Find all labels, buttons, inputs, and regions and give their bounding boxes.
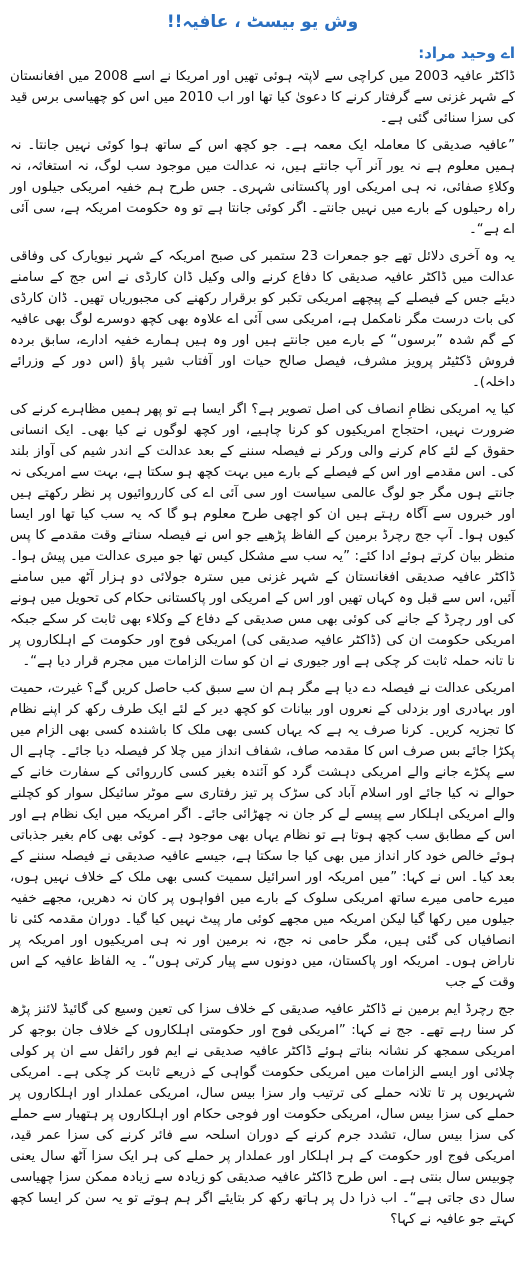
article-paragraph: ڈاکٹر عافیہ 2003 میں کراچی سے لاپتہ ہوئی تھیں اور امریکا نے اسے 2008 میں افغانستان کے شہر غزنی سے گرفتار کرنے کا دعویٰ کیا تھا اور اب 2010 میں اس کو چھیاسی برس قید کی سزا سنائی گئی ہے۔ bbox=[10, 69, 515, 126]
article-paragraph: امریکی عدالت نے فیصلہ دے دیا ہے مگر ہم ان سے سبق کب حاصل کریں گے؟ غیرت، حمیت اور بہادری اور بزدلی کے نعروں اور بیانات کو کچھ دیر کے لئے ایک طرف رکھ کر اپنے نظام کا تجزیہ کریں۔ کرنا صرف یہ ہے کہ یہاں کسی بھی ملک کا باشندہ کسی بھی الزام میں پکڑا جائے بس صرف اس کا مقدمہ صاف، شفاف انداز میں چلا کر فیصلہ دیا جائے۔ چاہے ال سے پکڑے جانے والے امریکی دہشت گرد کو آئندہ بغیر کسی کارروائی کے سفارت خانے کے حوالے نہ کیا جائے اور اسلام آباد کی سڑک پر تیز رفتاری سے موٹر سائیکل سوار کو کچلنے والے امریکی اہلکار سے پیسے لے کر جان نہ چھڑائی جائے۔ اگر امریکہ میں ایک نظام ہے اور اس کے مطابق سب کچھ ہوتا ہے تو نظام یہاں بھی موجود ہے۔ کوئی بھی کام بغیر جذباتی ہوئے خالص خود کار انداز میں بھی کیا جا سکتا ہے، جیسے عافیہ صدیقی نے فیصلہ سننے کے بعد کیا۔ اس نے کہا: ”میں امریکہ اور اسرائیل سمیت کسی بھی ملک کے خلاف نہیں ہوں، میرے حامی میرے ساتھ امریکی سلوک کے بارے میں افواہوں پر کان نہ دھریں، مجھے خفیہ جیلوں میں رکھا گیا لیکن امریکہ میں مجھے کوئی مار پیٹ نہیں کیا گیا۔ دوران مقدمہ کئی نا انصافیاں کی گئی ہیں، مگر حامی نہ جج، نہ برمین اور نہ ہی امریکیوں اور امریکہ پر ناراض ہوں۔ امریکہ اور پاکستان، میں دونوں سے پیار کرتی ہوں“۔ یہ الفاظ عافیہ کے اس وقت کے جب bbox=[10, 681, 515, 990]
article-paragraph: کیا یہ امریکی نظامِ انصاف کی اصل تصویر ہے؟ اگر ایسا ہے تو پھر ہمیں مظاہرے کرنے کی ضرورت نہیں، احتجاج امریکیوں کو کرنا چاہیے، اور کچھ لوگوں نے کیا بھی۔ ایک انسانی حقوق کے لئے کام کرنے والی ورکر نے فیصلہ سننے کے بعد عدالت کے اندر شیم کی آواز بلند کی۔ اس مقدمے اور اس کے فیصلے کے بارے میں بہت کچھ ہو سکتا ہے، بہت سے امریکی نہ جانتے ہوں مگر جو لوگ عالمی سیاست اور سی آئی اے کی کارروائیوں پر نظر رکھتے ہیں اور خبروں سے آگاہ رہتے ہیں ان کو اچھی طرح معلوم ہو گا کہ یہ سب کیا تھا اور ایسا کیوں ہوا۔ آپ جج رچرڈ برمین کے الفاظ پڑھیے جو اس نے فیصلہ سناتے وقت مقدمے کا پس منظر بیان کرتے ہوئے ادا کئے: ”یہ سب سے مشکل کیس تھا جو میری عدالت میں پیش ہوا۔ ڈاکٹر عافیہ صدیقی افغانستان کے شہر غزنی میں سترہ جولائی دو ہزار آٹھ میں سامنے آئیں، اس سے قبل وہ کہاں تھیں اور اس کے امریکی اور پاکستانی حکام کی تحویل میں ہونے کی اور رچرڈ کے جانے کی کوئی بھی مس صدیقی کے دفاع کے وکلاء بھی ثابت کر سکے جبکہ امریکی حکومت ان کی (ڈاکٹر عافیہ صدیقی کی) امریکی فوج اور حکومت کے اہلکاروں پر نا تانہ حملہ ثابت کر چکی ہے اور جیوری نے ان کو سات الزامات میں مجرم قرار دیا ہے“۔ bbox=[10, 402, 515, 669]
article-paragraph: جج رچرڈ ایم برمین نے ڈاکٹر عافیہ صدیقی کے خلاف سزا کی تعین وسیع کی گائیڈ لائنز پڑھ کر سنا رہے تھے۔ جج نے کہا: ”امریکی فوج اور حکومتی اہلکاروں کے خلاف جان بوجھ کر امریکی سمجھ کر نشانہ بناتے ہوئے ڈاکٹر عافیہ صدیقی نے ایم فور رائفل سے ان پر کولی چلائی اور ایسے الزامات میں امریکی حکومت گواہی کے ذریعے ثابت کر چکی ہے۔ امریکی شہریوں پر تا تلانہ حملے کی ترتیب وار سزا بیس سال، امریکی عملدار اور اہلکاروں پر حملے کی سزا بیس سال، امریکی حکومت اور فوجی حکام اور اہلکاروں پر ہتھیار سے حملے کی سزا بیس سال، تشدد جرم کرنے کے دوران اسلحہ سے فائر کرنے کی سزا عمر قید، امریکی فوج اور حکومت کے ہر اہلکار اور عملدار پر حملے کی ہر ایک سزا آٹھ سال یعنی چوبیس سال بنتی ہے۔ اس طرح ڈاکٹر عافیہ صدیقی کو زیادہ سے زیادہ ممکن سزا چھیاسی سال دی جاتی ہے“۔ اب ذرا دل پر ہاتھ رکھ کر بتایئے اگر ہم ہوتے تو یہ سن کر ایسا کچھ کہتے جو عافیہ نے کہا؟ bbox=[10, 1002, 515, 1227]
article-paragraph: یہ وہ آخری دلائل تھے جو جمعرات 23 ستمبر کی صبح امریکہ کے شہر نیویارک کی وفاقی عدالت میں ڈاکٹر عافیہ صدیقی کا دفاع کرنے والی وکیل ڈان کارڈی نے اس جج کے سامنے دیئے جس کے فیصلے کے پیچھے امریکی تکبر کو برقرار رکھنے کی مجبوریاں تھیں۔ ڈان کارڈی کی بات درست مگر نامکمل ہے، امریکی سی آئی اے علاوہ بھی کچھ دوسرے لوگ بھی عافیہ کے گم شدہ ”برسوں“ کے بارے میں جانتے ہیں اور وہ ہیں ہمارے خفیہ ادارے، سابق بردہ فروش ڈکٹیٹر پرویز مشرف، فیصل صالح حیات اور آفتاب شیر پاؤ (اس دور کے وزرائے داخلہ)۔ bbox=[10, 249, 515, 390]
article-paragraph: ”عافیہ صدیقی کا معاملہ ایک معمہ ہے۔ جو کچھ اس کے ساتھ ہوا کوئی نہیں جانتا۔ نہ ہمیں معلوم ہے نہ یور آنر آپ جانتے ہیں، نہ عدالت میں موجود سب لوگ، نہ استغاثہ، نہ وکلاءِ صفائی، نہ ہی امریکی اور پاکستانی شہری۔ جس طرح ہم خفیہ امریکی جیلوں اور راہ رحیلوں کے بارے میں نہیں جانتے۔ اگر کوئی جانتا ہے تو وہ حکومت امریکہ ہے، سی آئی اے ہے“۔ bbox=[10, 138, 515, 237]
article-byline: اے وحید مراد: bbox=[418, 44, 515, 62]
article-title: وش یو بیسٹ ، عافیہ!! bbox=[166, 12, 359, 32]
